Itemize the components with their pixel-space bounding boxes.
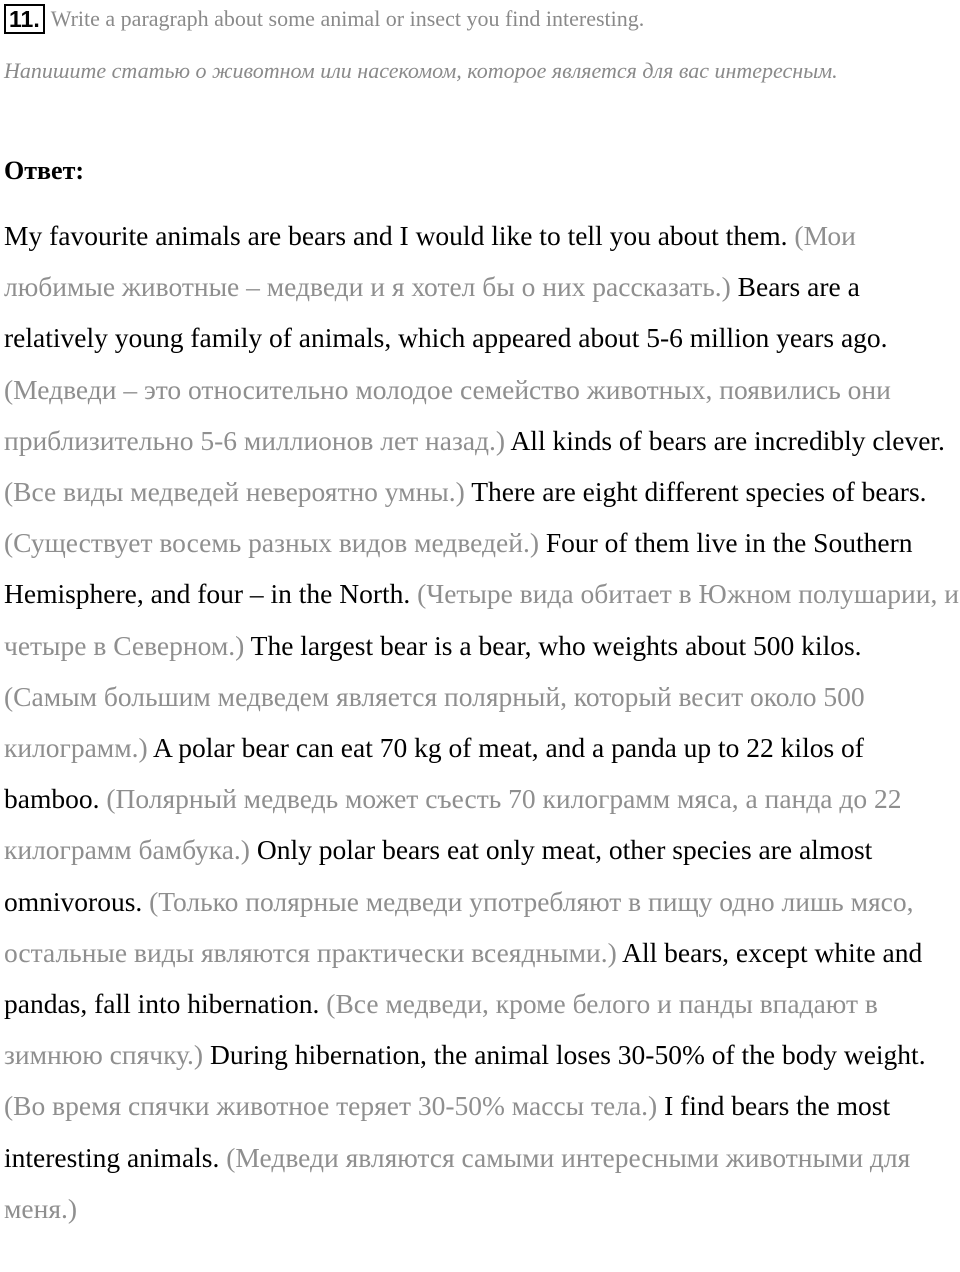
- essay-translation-ru: (Существует восемь разных видов медведей.): [4, 527, 539, 559]
- essay-sentence-en: The largest bear is a bear, who weights about 500 kilos.: [250, 629, 862, 661]
- essay-sentence-en: Bears are a relatively young family of animals, which appeared about 5-6 million years ago.: [4, 271, 888, 354]
- task-instruction-english: Write a paragraph about some animal or insect you find interesting.: [50, 6, 645, 31]
- essay-translation-ru: (Все виды медведей невероятно умны.): [4, 476, 465, 508]
- answer-essay: [4, 210, 960, 1234]
- essay-translation-ru: (Медведи являются самыми интересными животными для меня.): [4, 1141, 911, 1224]
- essay-sentence-en: Four of them live in the Southern Hemisphere, and four – in the North.: [4, 527, 913, 610]
- essay-sentence-en: During hibernation, the animal loses 30-50% of the body weight.: [209, 1039, 926, 1071]
- essay-sentence-en: All kinds of bears are incredibly clever.: [510, 424, 945, 456]
- essay-sentence-en: There are eight different species of bears.: [471, 476, 927, 508]
- essay-translation-ru: (Мои любимые животные – медведи и я хотел бы о них рассказать.): [4, 220, 856, 303]
- answer-label: Ответ:: [4, 156, 85, 185]
- essay-translation-ru: (Только полярные медведи употребляют в пищу одно лишь мясо, остальные виды являются практически всеядными.): [4, 885, 914, 968]
- essay-sentence-en: A polar bear can eat 70 kg of meat, and a panda up to 22 kilos of bamboo.: [4, 732, 864, 815]
- essay-sentence-en: Only polar bears eat only meat, other species are almost omnivorous.: [4, 834, 873, 917]
- task-header: [4, 4, 644, 34]
- essay-translation-ru: (Полярный медведь может съесть 70 килограмм мяса, а панда до 22 килограмм бамбука.): [4, 783, 902, 866]
- essay-sentence-en: I find bears the most interesting animals.: [4, 1090, 891, 1173]
- task-instruction-russian: Напишите статью о животном или насекомом, которое является для вас интересным.: [4, 58, 838, 83]
- essay-translation-ru: (Четыре вида обитает в Южном полушарии, и четыре в Северном.): [4, 578, 959, 661]
- essay-translation-ru: (Медведи – это относительно молодое семейство животных, появились они приблизительно 5-6 миллионов лет назад.): [4, 373, 891, 456]
- essay-translation-ru: (Во время спячки животное теряет 30-50% массы тела.): [4, 1090, 658, 1122]
- task-number: 11.: [4, 4, 45, 34]
- essay-translation-ru: (Самым большим медведем является полярный, который весит около 500 килограмм.): [4, 680, 865, 764]
- essay-sentence-en: My favourite animals are bears and I would like to tell you about them.: [4, 220, 788, 251]
- essay-translation-ru: (Все медведи, кроме белого и панды впадают в зимнюю спячку.): [4, 988, 878, 1071]
- essay-sentence-en: All bears, except white and pandas, fall into hibernation.: [4, 936, 923, 1020]
